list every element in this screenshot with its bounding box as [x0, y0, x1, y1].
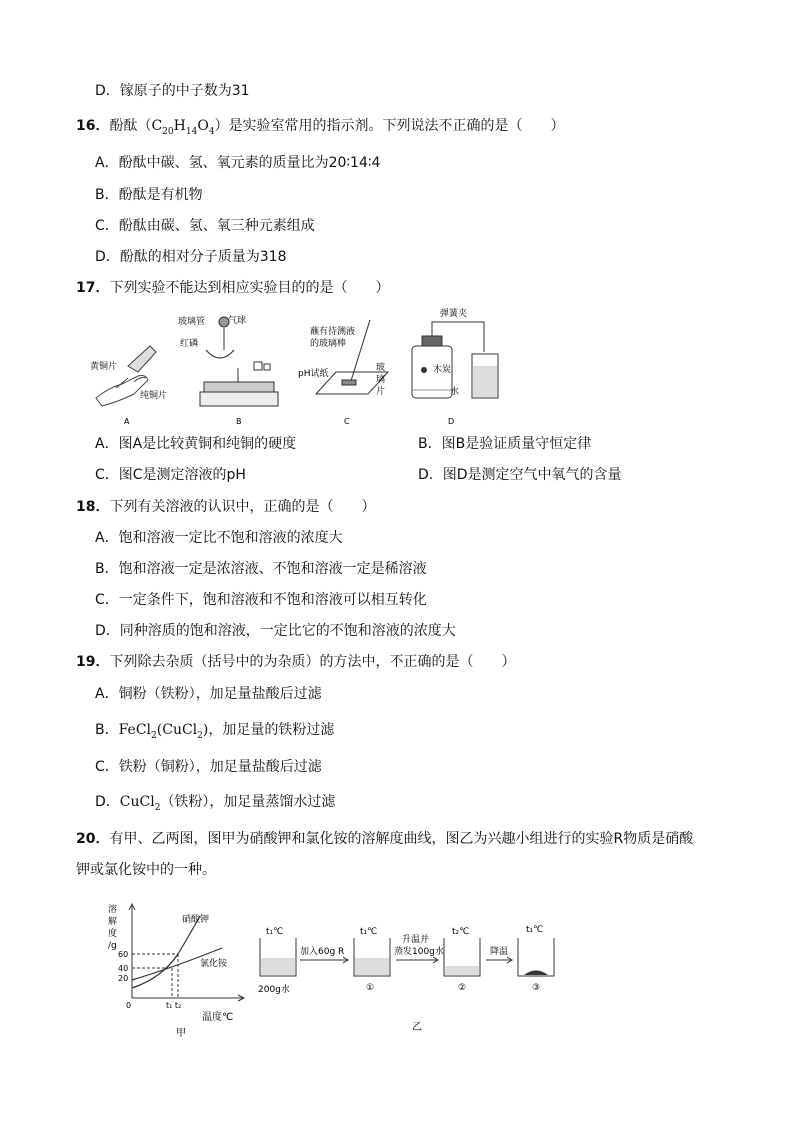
q18-option-a: A．饱和溶液一定比不饱和溶液的浓度大: [95, 530, 343, 546]
formula-h-sub: 14: [185, 126, 198, 137]
q20-stem-text: 有甲、乙两图，图甲为硝酸钾和氯化铵的溶解度曲线，图乙为兴趣小组进行的实验R物质是硝酸: [109, 831, 694, 847]
formula-part: ): [202, 722, 209, 738]
q19-option-c: C．铁粉（铜粉），加足量盐酸后过滤: [95, 759, 322, 775]
q18-stem-text: 下列有关溶液的认识中，正确的是（ ）: [109, 499, 376, 515]
q20-number: 20．: [76, 831, 110, 847]
fig-d-label1: 弹簧夹: [440, 309, 468, 319]
fig-jia-xlabel: 温度℃: [202, 1012, 234, 1023]
fig-c-label1: 蘸有待测液: [310, 327, 356, 337]
fig-c-caption: C: [344, 417, 350, 426]
q17-number: 17．: [76, 280, 110, 296]
formula-o: O: [197, 118, 209, 134]
fig-jia-ylabel-2: 解: [108, 917, 118, 927]
fig-jia-origin: 0: [126, 1001, 132, 1010]
q19-option-a: A．铜粉（铁粉），加足量盐酸后过滤: [95, 686, 322, 702]
formula-c: C: [151, 118, 163, 134]
fig-yi-caption: 乙: [412, 1022, 422, 1033]
fig-yi-b3-label: ②: [458, 983, 467, 993]
q19-option-b-text: ，加足量的铁粉过滤: [208, 722, 335, 738]
q20-stem-line2: 钾或氯化铵中的一种。: [76, 862, 216, 878]
fig-yi-b4-label: ③: [532, 983, 541, 993]
fig-d-label2: 木炭: [433, 365, 452, 375]
fig-d-label3: 水: [450, 387, 460, 397]
fig-c-label2: 的玻璃棒: [310, 339, 347, 349]
formula-sub: 2: [197, 730, 203, 741]
formula-part: CuCl: [119, 794, 155, 810]
fig-jia-ylabel-1: 溶: [108, 905, 118, 915]
q16-number: 16．: [76, 118, 110, 134]
fig-yi-beaker3-solution: [445, 966, 479, 975]
fig-jia-ytick-40: 40: [118, 964, 129, 973]
formula-sub: 2: [151, 730, 157, 741]
fig-b-label3: 红磷: [180, 339, 199, 349]
fig-yi-arrow2-label2: 蒸发100g水: [394, 947, 444, 957]
fig-c-label5: 璃: [376, 375, 386, 385]
fig-c-label3: pH试纸: [298, 369, 329, 379]
q19-option-b-formula: [118, 722, 209, 741]
fig-jia-curve1-label: 硝酸钾: [182, 915, 210, 925]
q15-option-d: D．镓原子的中子数为31: [95, 83, 250, 99]
q16-option-a: A．酚酞中碳、氢、氧元素的质量比为20∶14∶4: [95, 155, 381, 171]
q17-option-a: A．图A是比较黄铜和纯铜的硬度: [95, 436, 297, 452]
fig-jia-ytick-60: 60: [118, 950, 129, 959]
q18-option-b: B．饱和溶液一定是浓溶液、不饱和溶液一定是稀溶液: [95, 561, 427, 577]
formula-c-sub: 20: [162, 126, 174, 137]
q19-number: 19．: [76, 654, 110, 670]
fig-yi-b2-temp: t₁℃: [360, 927, 378, 937]
fig-c-label4: 玻: [376, 363, 386, 373]
fig-yi-b1-label: 200g水: [258, 985, 290, 995]
q19-option-d: [95, 792, 335, 818]
fig-b-balance: [200, 317, 278, 406]
fig-a-label1: 黄铜片: [90, 362, 118, 372]
fig-yi-b1-temp: t₁℃: [266, 927, 284, 937]
fig-yi-arrow2-label1: 升温并: [402, 935, 430, 945]
q18-option-c: C．一定条件下，饱和溶液和不饱和溶液可以相互转化: [95, 592, 427, 608]
formula-sub: 2: [154, 802, 161, 813]
formula-o-sub: 4: [208, 126, 215, 137]
q19-option-b-letter: B．: [95, 722, 119, 738]
q20-stem-line1: [76, 829, 693, 849]
fig-yi-b2-label: ①: [366, 983, 375, 993]
fig-b-label1: 玻璃管: [178, 317, 206, 327]
fig-yi-arrow1-label: 加入60g R: [300, 947, 345, 957]
fig-c-label6: 片: [376, 387, 386, 397]
fig-d-caption: D: [448, 417, 455, 426]
q16-option-d: D．酚酞的相对分子质量为318: [95, 249, 287, 265]
q19-option-b: [95, 720, 334, 746]
fig-a-caption: A: [124, 417, 130, 426]
q16-stem-post: ）是实验室常用的指示剂。下列说法不正确的是（ ）: [214, 118, 565, 134]
fig-jia-ylabel-3: 度: [108, 929, 118, 939]
fig-b-caption: B: [236, 417, 242, 426]
fig-yi-beaker1-water: [261, 958, 295, 975]
q16-stem: [76, 116, 565, 142]
q16-option-b: B．酚酞是有机物: [95, 187, 203, 203]
fig-yi-b4-temp: t₁℃: [526, 925, 544, 935]
fig-yi-beaker2-solution: [355, 958, 389, 975]
q17-option-c: C．图C是测定溶液的pH: [95, 467, 246, 483]
fig-jia-caption: 甲: [176, 1028, 186, 1039]
q19-stem: [76, 652, 515, 672]
q17-stem-text: 下列实验不能达到相应实验目的的是（ ）: [109, 280, 390, 296]
fig-jia-xticks: t₁ t₂: [166, 1001, 182, 1010]
fig-b-label2: 气球: [228, 316, 247, 326]
q17-figure: [88, 306, 508, 428]
fig-jia-guides: [132, 954, 178, 998]
q19-option-d-formula: [119, 794, 161, 813]
fig-jia-ytick-20: 20: [118, 974, 129, 983]
q16-option-c: C．酚酞由碳、氢、氧三种元素组成: [95, 218, 315, 234]
fig-jia-ylabel-4: /g: [108, 941, 117, 951]
formula-part: FeCl: [118, 722, 152, 738]
fig-yi-beaker4-crystal: [524, 971, 548, 976]
q18-number: 18．: [76, 499, 110, 515]
q19-stem-text: 下列除去杂质（括号中的为杂质）的方法中，不正确的是（ ）: [109, 654, 516, 670]
q17-option-b: B．图B是验证质量守恒定律: [418, 436, 592, 452]
fig-yi-experiment: [254, 918, 564, 1038]
q18-stem: [76, 497, 375, 517]
formula-part: (CuCl: [156, 722, 198, 738]
q17-option-d: D．图D是测定空气中氧气的含量: [418, 467, 622, 483]
q17-stem: [76, 278, 389, 298]
fig-jia-solubility-curve: [102, 898, 250, 1040]
q19-option-d-letter: D．: [95, 794, 120, 810]
q16-formula: [151, 118, 215, 137]
formula-h: H: [173, 118, 186, 134]
fig-yi-arrow3-label: 降温: [490, 947, 509, 957]
q18-option-d: D．同种溶质的饱和溶液，一定比它的不饱和溶液的浓度大: [95, 623, 456, 639]
fig-yi-b3-temp: t₂℃: [452, 927, 470, 937]
q16-stem-pre: 酚酞（: [109, 118, 152, 134]
q19-option-d-text: （铁粉），加足量蒸馏水过滤: [160, 794, 336, 810]
fig-a-label2: 纯铜片: [140, 391, 168, 401]
fig-jia-curve2-label: 氯化铵: [200, 959, 228, 969]
